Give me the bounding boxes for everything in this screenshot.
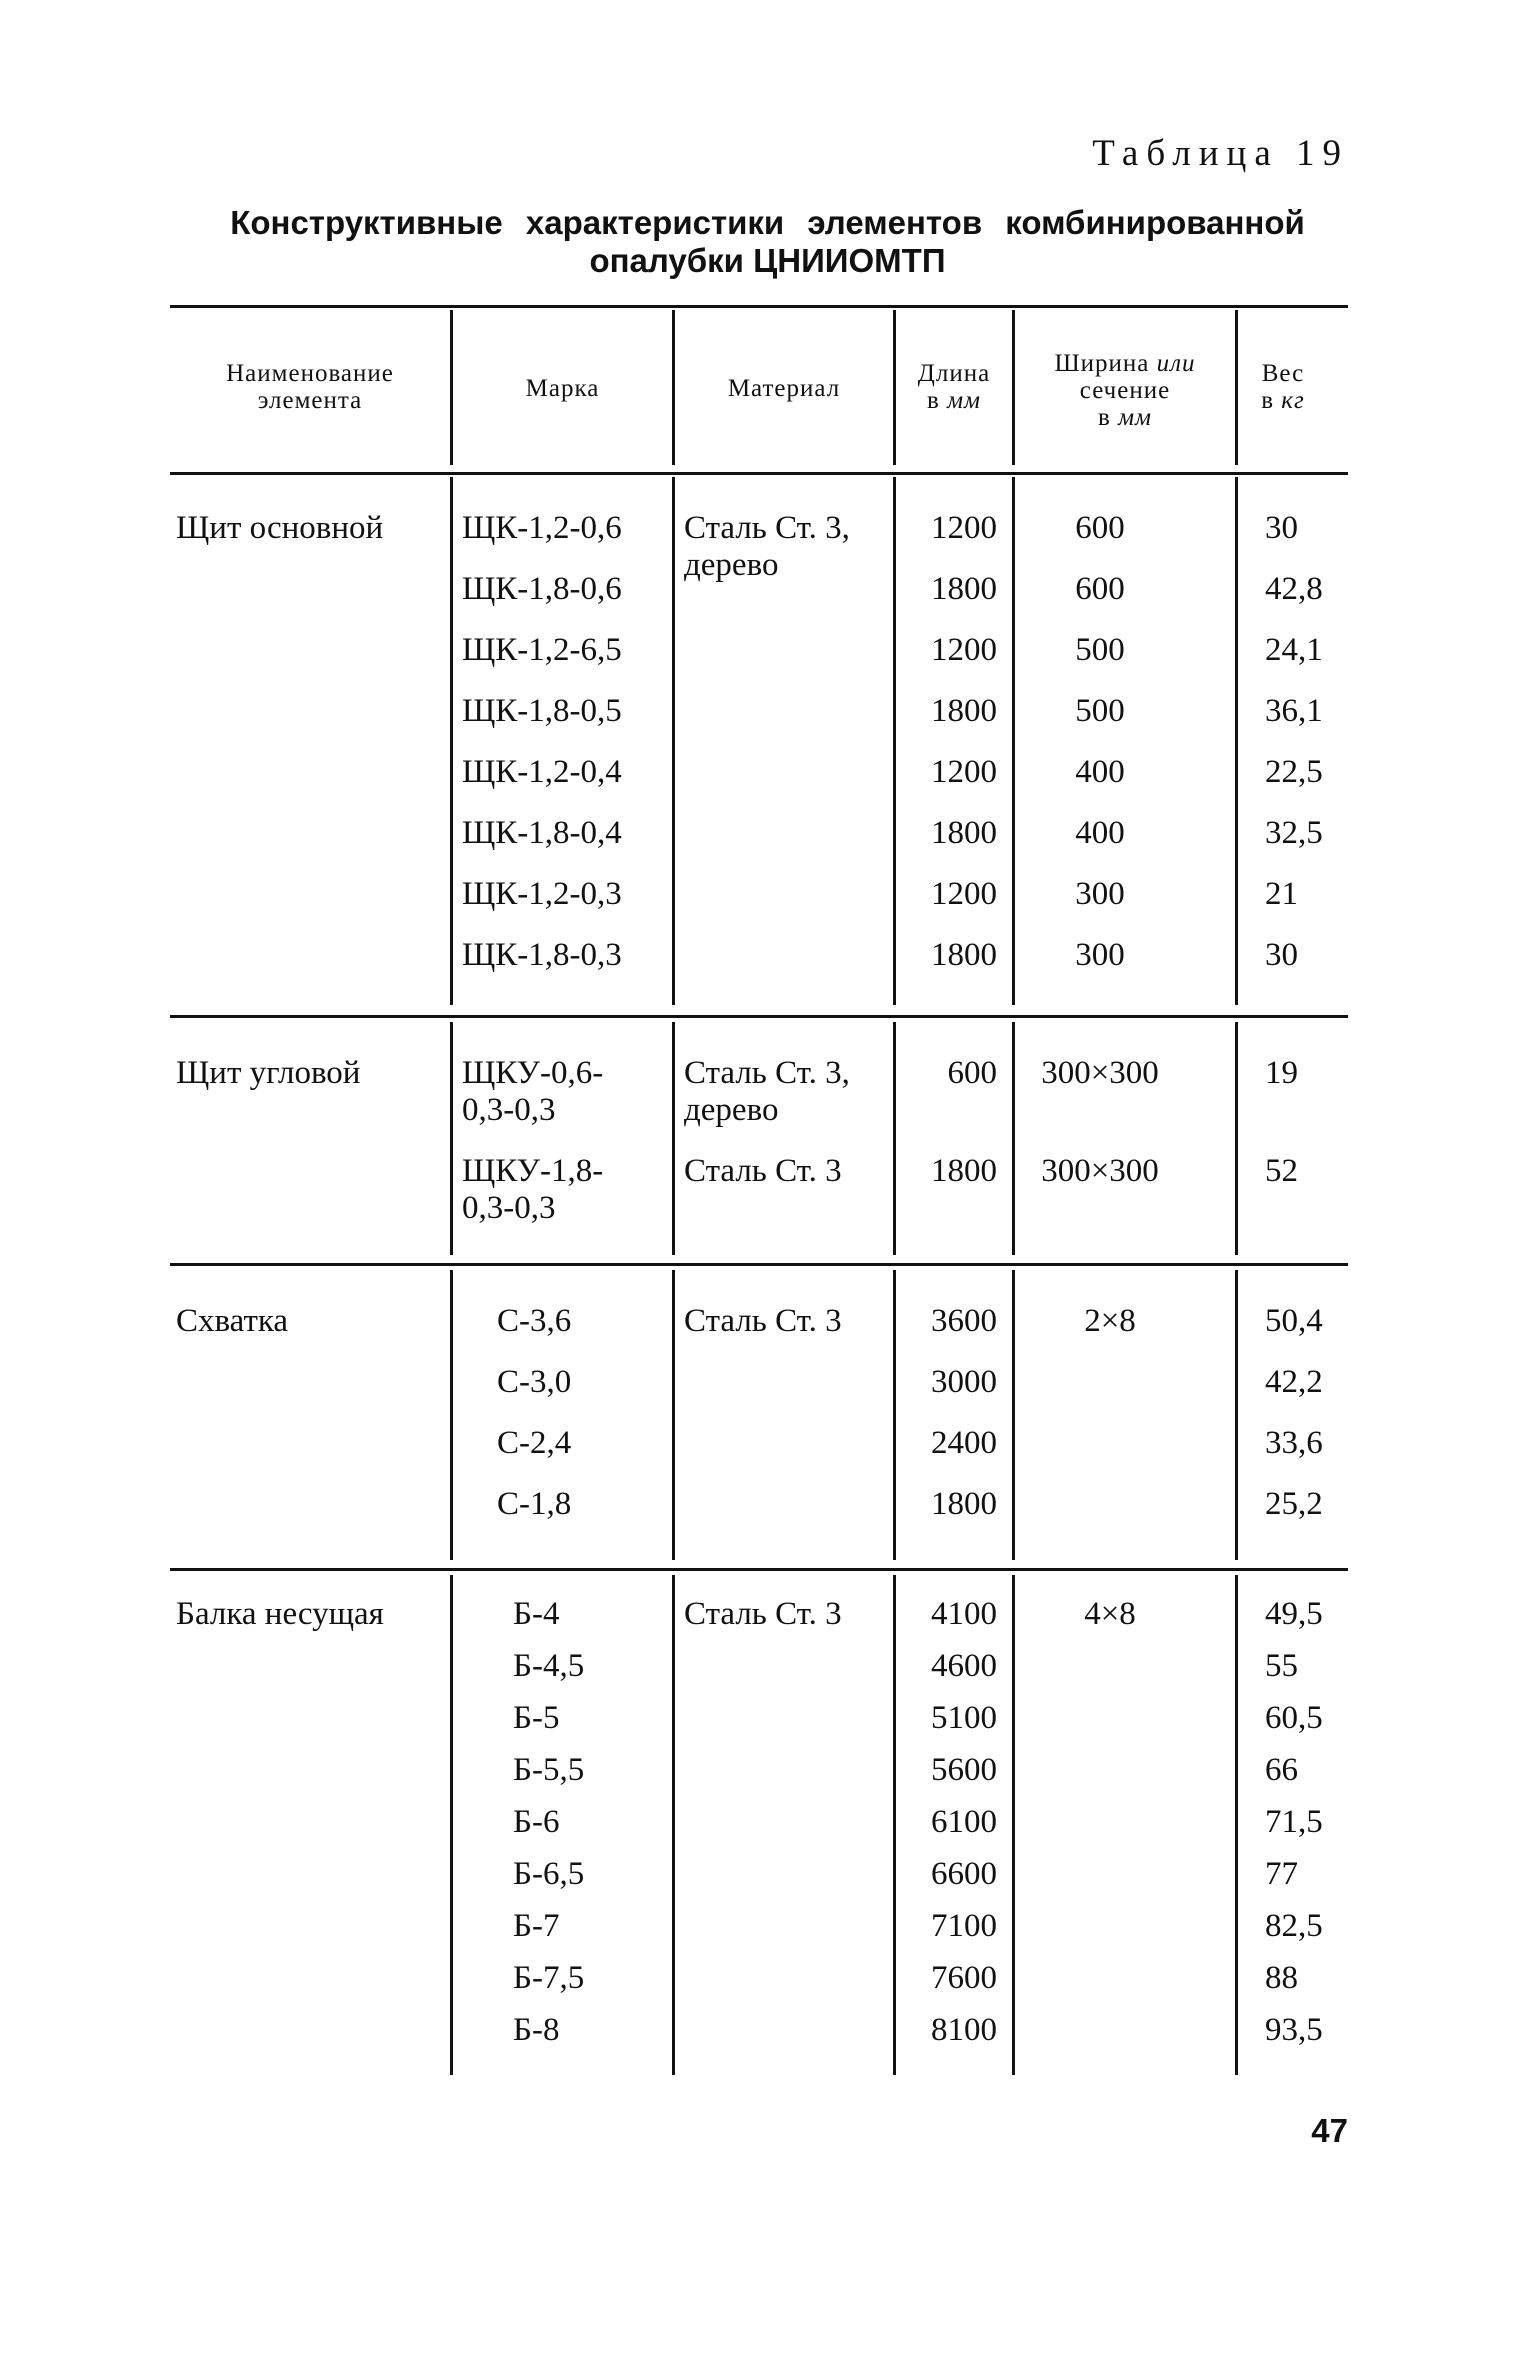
weight-cell: 77 bbox=[1265, 1856, 1298, 1892]
width-cell: 600 bbox=[1075, 571, 1125, 607]
header-width: Ширина или сечение в мм bbox=[1054, 350, 1196, 431]
length-cell: 3600 bbox=[931, 1303, 997, 1339]
length-cell: 1200 bbox=[931, 510, 997, 546]
mark-cell: Б-6 bbox=[513, 1804, 560, 1840]
table-label: Таблица 19 bbox=[1092, 133, 1349, 174]
page-number: 47 bbox=[1311, 2112, 1348, 2149]
length-cell: 5100 bbox=[931, 1700, 997, 1736]
weight-cell: 52 bbox=[1265, 1153, 1298, 1189]
header-mark: Марка bbox=[525, 375, 600, 402]
width-cell: 500 bbox=[1075, 632, 1125, 668]
header-name: Наименование элемента bbox=[226, 360, 394, 414]
weight-cell: 19 bbox=[1265, 1055, 1298, 1091]
weight-cell: 60,5 bbox=[1265, 1700, 1323, 1736]
weight-cell: 22,5 bbox=[1265, 754, 1323, 790]
weight-cell: 24,1 bbox=[1265, 632, 1323, 668]
mark-cell: Б-4,5 bbox=[513, 1648, 585, 1684]
length-cell: 6600 bbox=[931, 1856, 997, 1892]
weight-cell: 50,4 bbox=[1265, 1303, 1323, 1339]
length-cell: 1800 bbox=[931, 937, 997, 973]
weight-cell: 66 bbox=[1265, 1752, 1298, 1788]
length-cell: 2400 bbox=[931, 1425, 997, 1461]
width-cell: 300×300 bbox=[1041, 1055, 1159, 1091]
length-cell: 4100 bbox=[931, 1596, 997, 1632]
weight-cell: 71,5 bbox=[1265, 1804, 1323, 1840]
group-name: Щит основной bbox=[176, 510, 384, 546]
length-cell: 1800 bbox=[931, 815, 997, 851]
length-cell: 8100 bbox=[931, 2012, 997, 2048]
weight-cell: 42,2 bbox=[1265, 1364, 1323, 1400]
mark-cell: С-3,0 bbox=[497, 1364, 572, 1400]
length-cell: 1200 bbox=[931, 876, 997, 912]
header-length: Длина в мм bbox=[917, 360, 991, 414]
weight-cell: 30 bbox=[1265, 510, 1298, 546]
width-cell: 500 bbox=[1075, 693, 1125, 729]
mark-cell: Б-8 bbox=[513, 2012, 560, 2048]
weight-cell: 42,8 bbox=[1265, 571, 1323, 607]
width-cell: 400 bbox=[1075, 754, 1125, 790]
width-cell: 600 bbox=[1075, 510, 1125, 546]
weight-cell: 36,1 bbox=[1265, 693, 1323, 729]
weight-cell: 33,6 bbox=[1265, 1425, 1323, 1461]
group-name: Схватка bbox=[176, 1303, 289, 1339]
length-cell: 1800 bbox=[931, 693, 997, 729]
table-title-line1: Конструктивные характеристики элементов комбинированной bbox=[230, 204, 1305, 241]
mark-cell: Б-7 bbox=[513, 1908, 560, 1944]
group-width: 2×8 bbox=[1084, 1303, 1136, 1339]
mark-cell: ЩКУ-1,8- 0,3-0,3 bbox=[462, 1153, 604, 1226]
table-title-line2: опалубки ЦНИИОМТП bbox=[589, 242, 946, 279]
length-cell: 4600 bbox=[931, 1648, 997, 1684]
weight-cell: 55 bbox=[1265, 1648, 1298, 1684]
weight-cell: 25,2 bbox=[1265, 1486, 1323, 1522]
group-material: Сталь Ст. 3 bbox=[684, 1303, 842, 1339]
group-material: Сталь Ст. 3 bbox=[684, 1596, 842, 1632]
group-name: Щит угловой bbox=[176, 1055, 361, 1091]
group-divider-rule bbox=[170, 1015, 1348, 1018]
mark-cell: Б-6,5 bbox=[513, 1856, 585, 1892]
mark-cell: С-2,4 bbox=[497, 1425, 572, 1461]
weight-cell: 21 bbox=[1265, 876, 1298, 912]
group-name: Балка несущая bbox=[176, 1596, 384, 1632]
material-cell: Сталь Ст. 3, дерево bbox=[684, 1055, 850, 1128]
length-cell: 1800 bbox=[931, 571, 997, 607]
length-cell: 1800 bbox=[931, 1486, 997, 1522]
header-bottom-rule bbox=[170, 472, 1348, 475]
mark-cell: ЩК-1,2-0,3 bbox=[462, 876, 622, 912]
length-cell: 5600 bbox=[931, 1752, 997, 1788]
mark-cell: Б-5 bbox=[513, 1700, 560, 1736]
length-cell: 1200 bbox=[931, 632, 997, 668]
mark-cell: ЩК-1,8-0,4 bbox=[462, 815, 622, 851]
header-weight: Вес в кг bbox=[1261, 360, 1305, 414]
weight-cell: 49,5 bbox=[1265, 1596, 1323, 1632]
mark-cell: ЩК-1,2-6,5 bbox=[462, 632, 622, 668]
mark-cell: Б-5,5 bbox=[513, 1752, 585, 1788]
length-cell: 1200 bbox=[931, 754, 997, 790]
length-cell: 3000 bbox=[931, 1364, 997, 1400]
mark-cell: Б-4 bbox=[513, 1596, 560, 1632]
width-cell: 300×300 bbox=[1041, 1153, 1159, 1189]
mark-cell: Б-7,5 bbox=[513, 1960, 585, 1996]
width-cell: 300 bbox=[1075, 937, 1125, 973]
width-cell: 300 bbox=[1075, 876, 1125, 912]
length-cell: 7600 bbox=[931, 1960, 997, 1996]
weight-cell: 82,5 bbox=[1265, 1908, 1323, 1944]
weight-cell: 88 bbox=[1265, 1960, 1298, 1996]
mark-cell: С-1,8 bbox=[497, 1486, 572, 1522]
width-cell: 400 bbox=[1075, 815, 1125, 851]
length-cell: 6100 bbox=[931, 1804, 997, 1840]
mark-cell: ЩК-1,2-0,6 bbox=[462, 510, 622, 546]
mark-cell: ЩК-1,2-0,4 bbox=[462, 754, 622, 790]
group-divider-rule bbox=[170, 1568, 1348, 1571]
table-top-rule bbox=[170, 305, 1348, 308]
group-width: 4×8 bbox=[1084, 1596, 1136, 1632]
length-cell: 600 bbox=[947, 1055, 997, 1091]
mark-cell: ЩК-1,8-0,3 bbox=[462, 937, 622, 973]
length-cell: 1800 bbox=[931, 1153, 997, 1189]
material-cell: Сталь Ст. 3 bbox=[684, 1153, 842, 1189]
header-material: Материал bbox=[727, 375, 841, 402]
weight-cell: 93,5 bbox=[1265, 2012, 1323, 2048]
group-divider-rule bbox=[170, 1263, 1348, 1266]
mark-cell: ЩК-1,8-0,6 bbox=[462, 571, 622, 607]
mark-cell: С-3,6 bbox=[497, 1303, 572, 1339]
mark-cell: ЩК-1,8-0,5 bbox=[462, 693, 622, 729]
mark-cell: ЩКУ-0,6- 0,3-0,3 bbox=[462, 1055, 604, 1128]
length-cell: 7100 bbox=[931, 1908, 997, 1944]
weight-cell: 30 bbox=[1265, 937, 1298, 973]
weight-cell: 32,5 bbox=[1265, 815, 1323, 851]
group-material: Сталь Ст. 3, дерево bbox=[684, 510, 850, 583]
